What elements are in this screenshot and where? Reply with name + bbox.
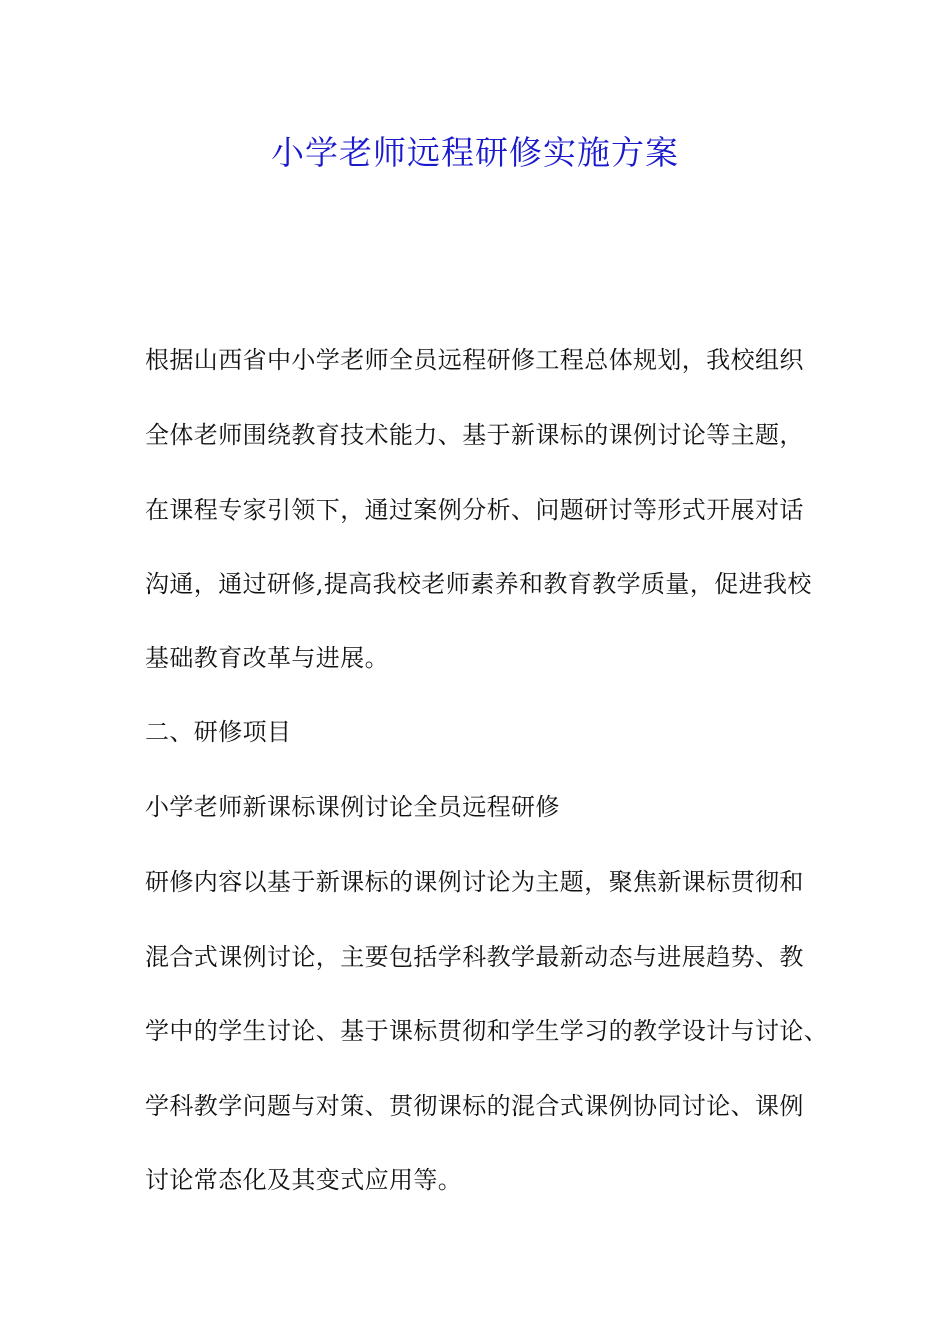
paragraph-content-line-3: 学中的学生讨论、基于课标贯彻和学生学习的教学设计与讨论、 [145,1017,829,1045]
paragraph-intro-line-4: 沟通，通过研修,提高我校老师素养和教育教学质量，促进我校 [145,570,812,598]
paragraph-intro-line-1: 根据山西省中小学老师全员远程研修工程总体规划，我校组织 [145,346,804,374]
paragraph-intro-line-2: 全体老师围绕教育技术能力、基于新课标的课例讨论等主题， [145,421,804,449]
paragraph-intro-line-3: 在课程专家引领下，通过案例分析、问题研讨等形式开展对话 [145,496,804,524]
document-title: 小学老师远程研修实施方案 [271,133,679,172]
paragraph-content-line-5: 讨论常态化及其变式应用等。 [145,1166,463,1194]
section-heading: 二、研修项目 [145,718,292,746]
paragraph-content-line-1: 研修内容以基于新课标的课例讨论为主题，聚焦新课标贯彻和 [145,868,804,896]
project-name: 小学老师新课标课例讨论全员远程研修 [145,793,560,821]
paragraph-content-line-2: 混合式课例讨论，主要包括学科教学最新动态与进展趋势、教 [145,943,804,971]
paragraph-intro-line-5: 基础教育改革与进展。 [145,644,389,672]
paragraph-content-line-4: 学科教学问题与对策、贯彻课标的混合式课例协同讨论、课例 [145,1092,804,1120]
